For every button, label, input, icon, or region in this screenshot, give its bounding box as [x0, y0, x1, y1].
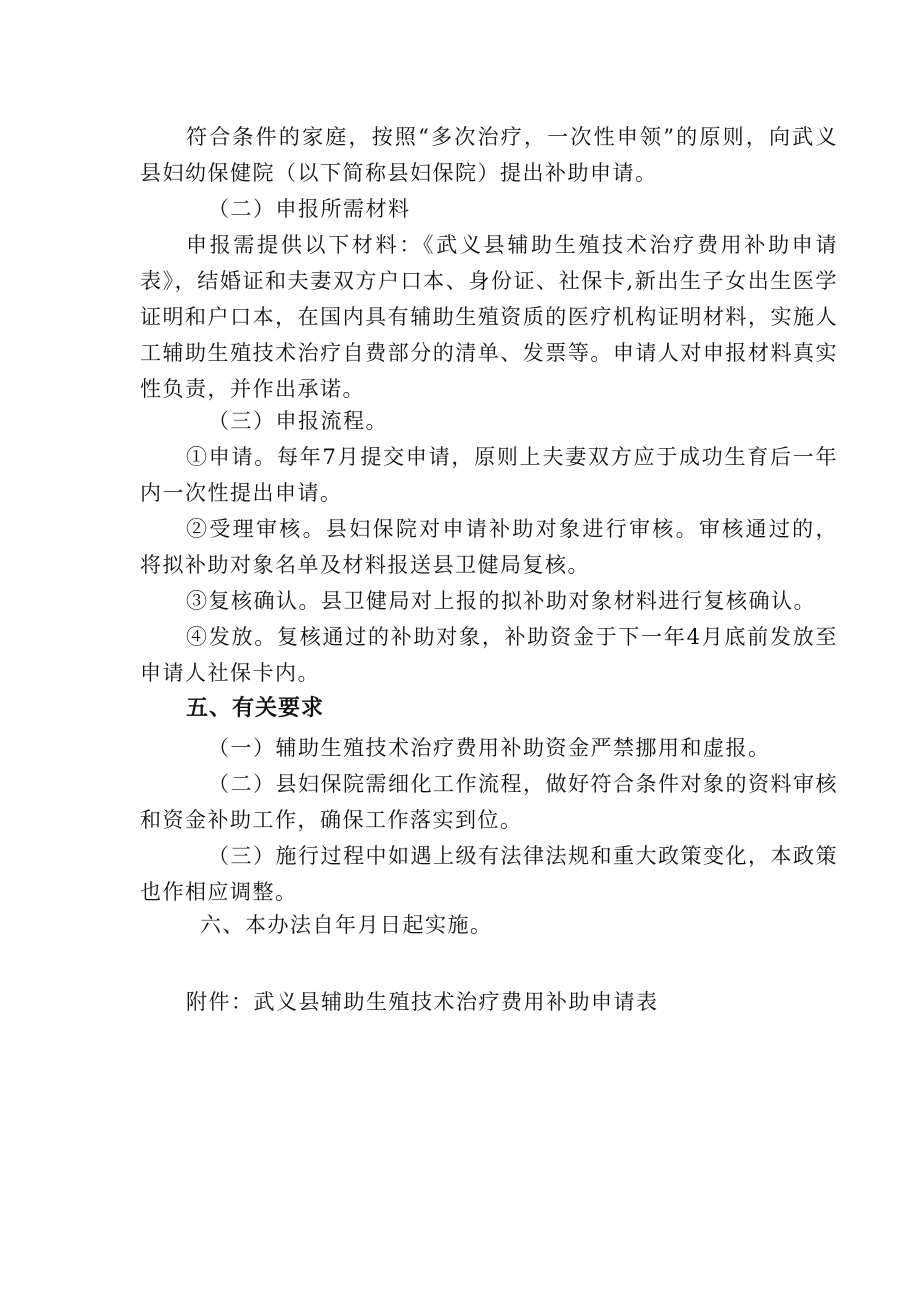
process-step-disburse: ④发放。复核通过的补助对象，补助资金于下一年4月底前发放至申请人社保卡内。: [140, 625, 838, 685]
section-requirements-heading: 五、有关要求: [186, 696, 325, 721]
process-step-review: ②受理审核。县妇保院对申请补助对象进行审核。审核通过的，将拟补助对象名单及材料报送县卫健局复核。: [140, 517, 838, 577]
subsection-process-title: （三）申报流程。: [208, 409, 388, 433]
process-step-apply: ①申请。每年7月提交申请，原则上夫妻双方应于成功生育后一年内一次性提出申请。: [140, 445, 838, 505]
paragraph-materials: 申报需提供以下材料：《武义县辅助生殖技术治疗费用补助申请表》，结婚证和夫妻双方户口本、身份证、社保卡,新出生子女出生医学证明和户口本，在国内具有辅助生殖资质的医疗机构证明材料，实施人工辅助生殖技术治疗自费部分的清单、发票等。申请人对申报材料真实性负责，并作出承诺。: [140, 233, 838, 401]
paragraph-eligibility: 符合条件的家庭，按照“多次治疗，一次性申领”的原则，向武义县妇幼保健院（以下简称县妇保院）提出补助申请。: [140, 125, 838, 185]
attachment-note: 附件：武义县辅助生殖技术治疗费用补助申请表: [186, 990, 659, 1014]
requirement-item-1: （一）辅助生殖技术治疗费用补助资金严禁挪用和虚报。: [208, 736, 771, 760]
section-effective-date: 六、本办法自年月日起实施。: [200, 913, 493, 937]
requirement-item-2: （二）县妇保院需细化工作流程，做好符合条件对象的资料审核和资金补助工作，确保工作落实到位。: [140, 772, 838, 832]
subsection-materials-title: （二）申报所需材料: [208, 197, 411, 221]
requirement-item-3: （三）施行过程中如遇上级有法律法规和重大政策变化，本政策也作相应调整。: [140, 844, 838, 904]
process-step-confirm: ③复核确认。县卫健局对上报的拟补助对象材料进行复核确认。: [186, 589, 816, 613]
